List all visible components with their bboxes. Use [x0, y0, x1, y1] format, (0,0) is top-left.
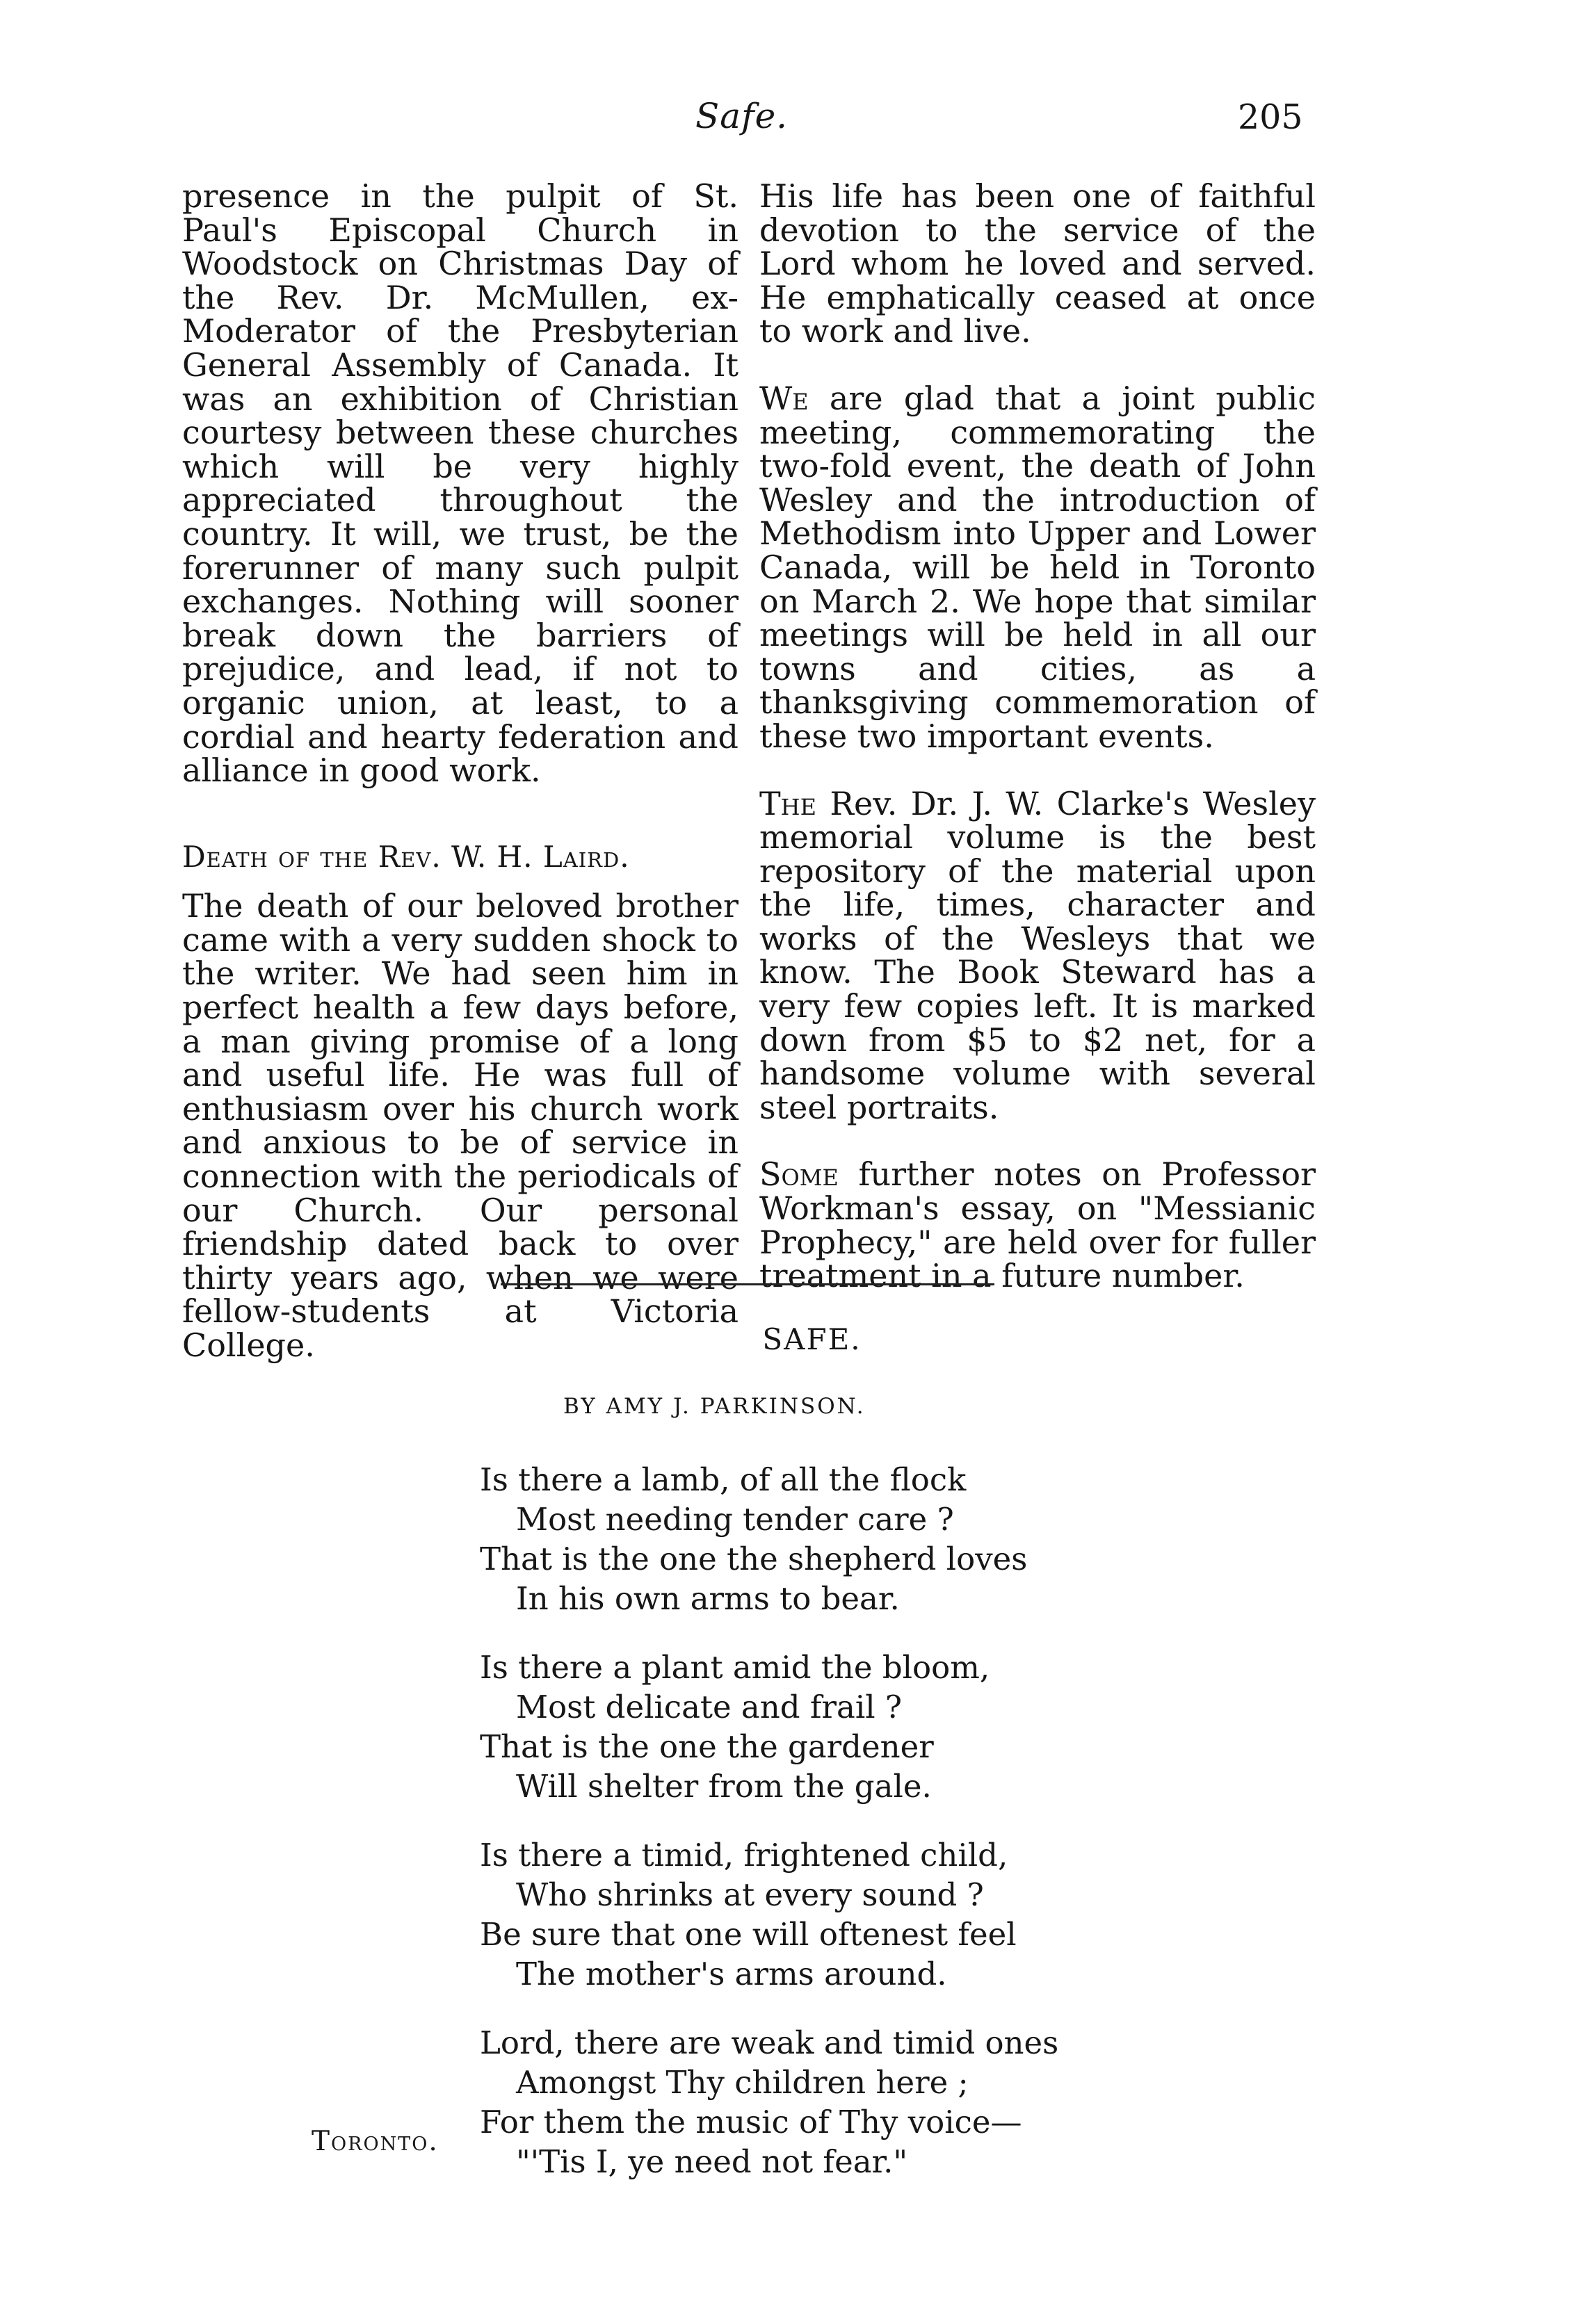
poem-line: Is there a lamb, of all the flock	[480, 1461, 967, 1498]
paragraph-text: are glad that a joint public meeting, commemorating the two-fold event, the death of John Wesley and the introduction of Methodism into Upper and Lower Canada, will be held in Toronto on March 2. We hope that similar meetings will be held in all our towns and cities, as a thanksgiving commemoration of these two important events.	[759, 379, 1316, 755]
poem-line: Who shrinks at every sound ?	[516, 1876, 984, 1913]
poem-line: The mother's arms around.	[516, 1956, 947, 1992]
poem-stanza	[480, 1648, 1175, 1806]
poem-body	[480, 1460, 1175, 2211]
poem-line: Is there a plant amid the bloom,	[480, 1649, 990, 1686]
poem-line: Most delicate and frail ?	[516, 1689, 903, 1725]
poem-byline: BY AMY J. PARKINSON.	[563, 1394, 866, 1419]
poem-line: That is the one the gardener	[480, 1728, 934, 1765]
section-divider	[501, 1283, 994, 1285]
poem-stanza	[480, 2023, 1175, 2181]
paragraph-text: further notes on Professor Workman's essay, on "Messianic Prophecy," are held over for fuller treatment in a future number.	[759, 1155, 1316, 1295]
poem-line: In his own arms to bear.	[516, 1580, 900, 1617]
poem-place: Toronto.	[312, 2126, 439, 2157]
paragraph-laird-life: His life has been one of faithful devotion to the service of the Lord whom he loved and served. He emphatically ceased at once to work and live.	[759, 177, 1316, 350]
poem-line: Is there a timid, frightened child,	[480, 1837, 1008, 1874]
poem-line: Lord, there are weak and timid ones	[480, 2024, 1059, 2061]
poem-stanza	[480, 1835, 1175, 1994]
poem-title: SAFE.	[762, 1322, 862, 1356]
left-column	[182, 179, 738, 1363]
lead-word: The	[759, 784, 816, 822]
poem-line: Will shelter from the gale.	[516, 1768, 932, 1805]
running-title: Safe.	[695, 96, 789, 136]
poem-line: Most needing tender care ?	[516, 1501, 954, 1538]
paragraph-christian-courtesy: presence in the pulpit of St. Paul's Episcopal Church in Woodstock on Christmas Day of the Rev. Dr. McMullen, ex-Moderator of the Presbyterian General Assembly of Canada. It was an exhibition of Christian courtesy between these churches which will be very highly appreciated throughout the country. It will, we trust, be the forerunner of many such pulpit exchanges. Nothing will sooner break down the barriers of prejudice, and lead, if not to organic union, at least, to a cordial and hearty federation and alliance in good work.	[182, 177, 738, 790]
poem-line: "'Tis I, ye need not fear."	[516, 2143, 908, 2180]
page-number: 205	[1238, 97, 1303, 137]
paragraph-clarke-volume	[759, 784, 1316, 1126]
paragraph-laird-death: The death of our beloved brother came with a very sudden shock to the writer. We had seen him in perfect health a few days before, a man giving promise of a long and useful life. He was full of enthusiasm over his church work and anxious to be of service in connection with the periodicals of our Church. Our personal friendship dated back to over thirty years ago, when we were fellow-students at Victoria College.	[182, 887, 738, 1364]
lead-word: Some	[759, 1155, 839, 1194]
poem-line: Be sure that one will oftenest feel	[480, 1916, 1017, 1953]
lead-word: We	[759, 379, 809, 417]
paragraph-text: Rev. Dr. J. W. Clarke's Wesley memorial volume is the best repository of the material upon the life, times, character and works of the Wesleys that we know. The Book Steward has a very few copies left. It is marked down from $5 to $2 net, for a handsome volume with several steel portraits.	[759, 784, 1316, 1126]
right-column	[759, 179, 1316, 1293]
poem-line: For them the music of Thy voice—	[480, 2104, 1022, 2140]
poem-line: Amongst Thy children here ;	[516, 2064, 969, 2101]
poem-line: That is the one the shepherd loves	[480, 1541, 1028, 1577]
paragraph-joint-meeting	[759, 379, 1316, 755]
paragraph-workman-notes	[759, 1155, 1316, 1295]
poem-stanza	[480, 1460, 1175, 1618]
section-heading-laird: Death of the Rev. W. H. Laird.	[182, 839, 630, 874]
